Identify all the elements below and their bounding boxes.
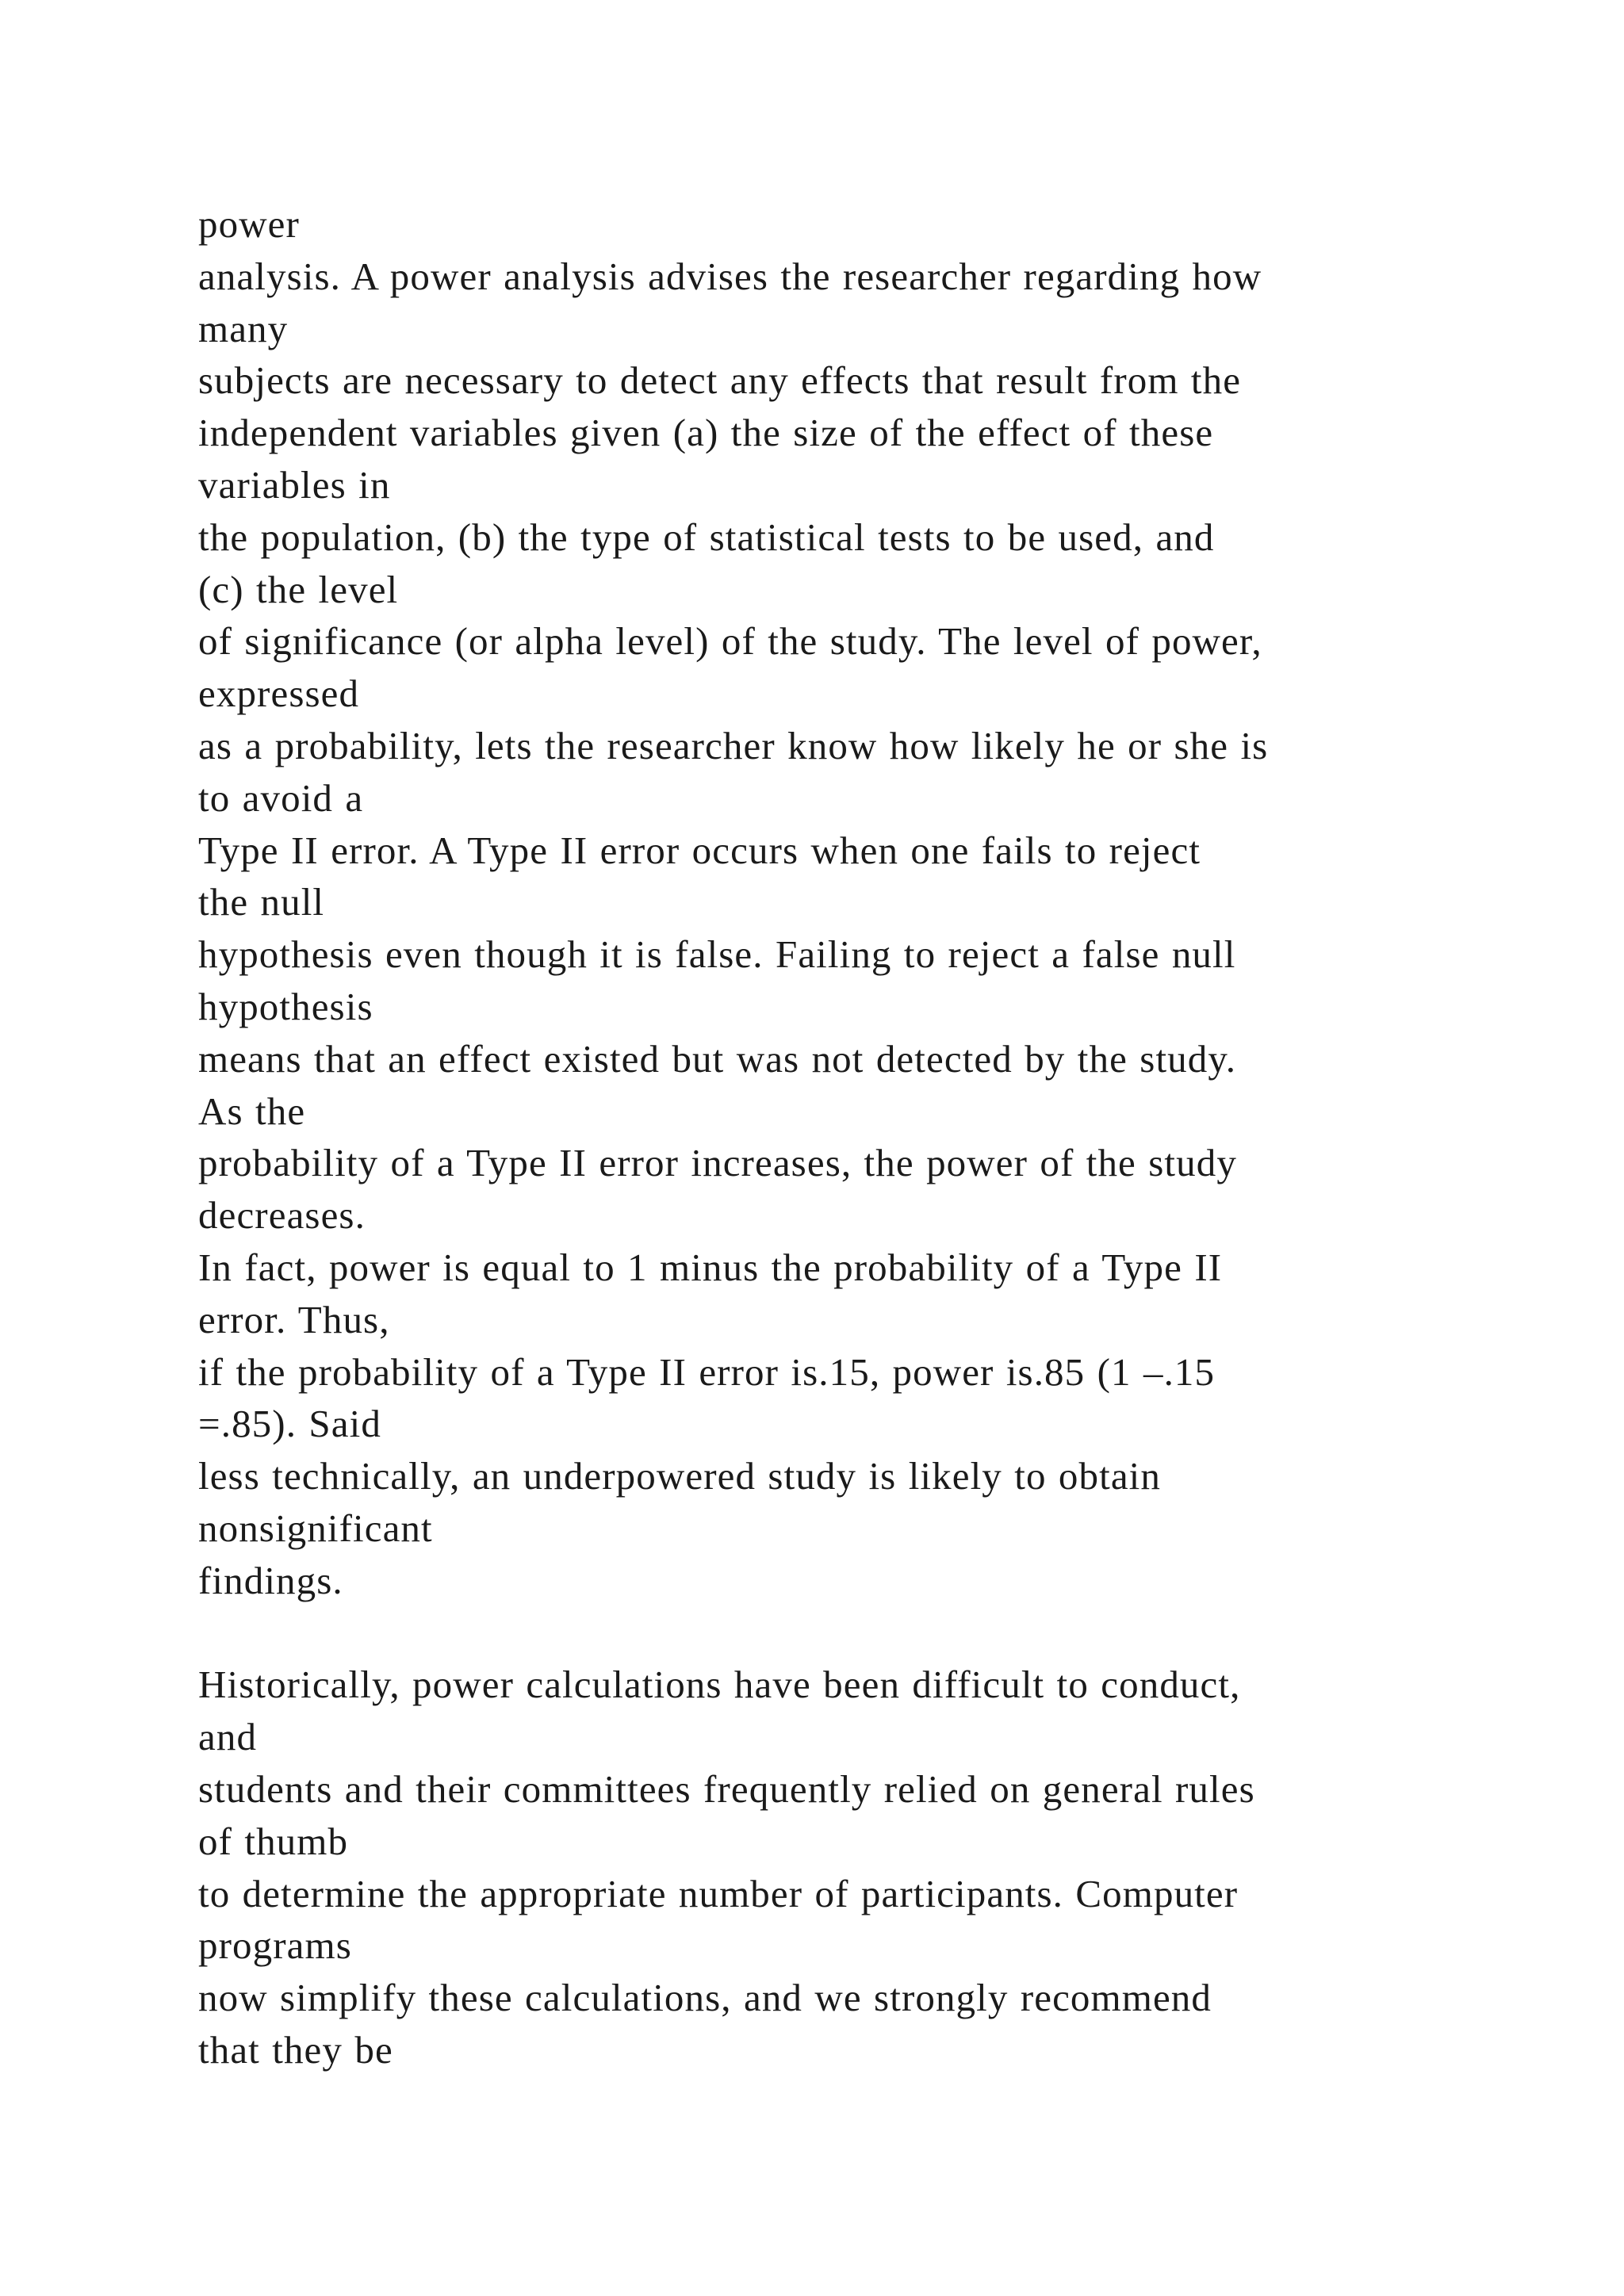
- text-line: (c) the level: [198, 567, 399, 611]
- text-line: as a probability, lets the researcher know how likely he or she is: [198, 723, 1269, 767]
- text-line: independent variables given (a) the size of the effect of these: [198, 411, 1214, 455]
- text-line: many: [198, 306, 289, 350]
- text-line: subjects are necessary to detect any effects that result from the: [198, 358, 1242, 403]
- text-line: nonsignificant: [198, 1506, 433, 1550]
- text-line: analysis. A power analysis advises the researcher regarding how: [198, 254, 1262, 298]
- text-line: of significance (or alpha level) of the study. The level of power,: [198, 619, 1262, 664]
- text-line: and: [198, 1715, 258, 1759]
- text-line: means that an effect existed but was not detected by the study.: [198, 1036, 1237, 1081]
- text-line: the population, (b) the type of statistical tests to be used, and: [198, 515, 1215, 559]
- text-line: programs: [198, 1923, 352, 1968]
- body-text: [198, 198, 1546, 2076]
- text-line: findings.: [198, 1558, 343, 1602]
- text-line: expressed: [198, 672, 360, 716]
- text-line: to avoid a: [198, 775, 364, 820]
- text-line: probability of a Type II error increases, the power of the study: [198, 1141, 1237, 1185]
- text-line: of thumb: [198, 1819, 349, 1863]
- text-line: hypothesis: [198, 984, 373, 1028]
- text-line: to determine the appropriate number of participants. Computer: [198, 1871, 1239, 1915]
- text-line: that they be: [198, 2027, 393, 2072]
- text-line: =.85). Said: [198, 1402, 381, 1446]
- text-line: if the probability of a Type II error is.15, power is.85 (1 –.15: [198, 1349, 1216, 1394]
- text-line: students and their committees frequently relied on general rules: [198, 1766, 1255, 1811]
- text-line: Historically, power calculations have been difficult to conduct,: [198, 1663, 1241, 1707]
- text-line: error. Thus,: [198, 1297, 390, 1341]
- text-line: decreases.: [198, 1193, 366, 1238]
- text-line: less technically, an underpowered study is likely to obtain: [198, 1454, 1161, 1498]
- text-line: power: [198, 202, 300, 246]
- text-line: hypothesis even though it is false. Failing to reject a false null: [198, 932, 1236, 977]
- text-line: Type II error. A Type II error occurs when one fails to reject: [198, 828, 1201, 872]
- text-line: now simplify these calculations, and we strongly recommend: [198, 1976, 1212, 2020]
- paragraph-break: [198, 1607, 1546, 1659]
- text-line: the null: [198, 880, 325, 924]
- text-line: In fact, power is equal to 1 minus the probability of a Type II: [198, 1245, 1223, 1289]
- text-line: variables in: [198, 462, 391, 507]
- text-line: As the: [198, 1089, 306, 1133]
